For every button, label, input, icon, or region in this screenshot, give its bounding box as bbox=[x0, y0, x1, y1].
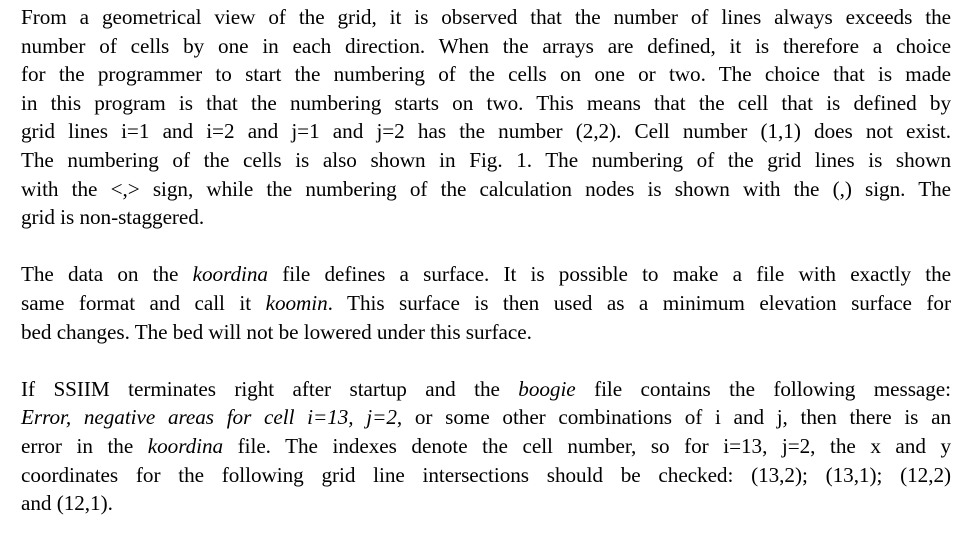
text-line bbox=[21, 375, 951, 404]
text-run: coordinates for the following grid line intersections should be checked: (13,2); (13,1); (12,2) bbox=[21, 462, 951, 487]
text-run: The data on the bbox=[21, 262, 193, 287]
text-line bbox=[21, 289, 951, 318]
text-line bbox=[21, 117, 951, 146]
italic-term: koordina bbox=[147, 433, 224, 458]
text-run: file defines a surface. It is possible to make a file with exactly the bbox=[267, 262, 951, 287]
document-page bbox=[21, 3, 951, 518]
paragraph-koomin-surface bbox=[21, 260, 951, 346]
text-run: bed changes. The bed will not be lowered under this surface. bbox=[21, 319, 532, 344]
text-run: , or some other combinations of i and j, then there is an bbox=[396, 405, 951, 430]
text-run: error in the bbox=[21, 433, 148, 458]
text-line bbox=[21, 60, 951, 89]
text-line bbox=[21, 489, 951, 518]
italic-term: koomin bbox=[265, 290, 328, 315]
text-line bbox=[21, 203, 951, 232]
text-run: for the programmer to start the numbering of the cells on one or two. The choice that is made bbox=[21, 62, 951, 87]
text-run: grid is non-staggered. bbox=[21, 205, 205, 230]
paragraph-negative-areas-error bbox=[21, 375, 951, 518]
text-run: From a geometrical view of the grid, it is observed that the number of lines always exceeds the bbox=[21, 5, 951, 29]
paragraph-gap bbox=[21, 232, 951, 261]
text-run: number of cells by one in each direction. When the arrays are defined, it is therefore a choice bbox=[21, 33, 951, 58]
text-run: in this program is that the numbering starts on two. This means that the cell that is defined by bbox=[21, 90, 951, 115]
text-line bbox=[21, 461, 951, 490]
text-run: If SSIIM terminates right after startup and the bbox=[21, 376, 519, 401]
text-run: file contains the following message: bbox=[575, 376, 951, 401]
text-line bbox=[21, 3, 951, 32]
text-run: . This surface is then used as a minimum elevation surface for bbox=[327, 290, 951, 315]
text-line bbox=[21, 260, 951, 289]
text-line bbox=[21, 432, 951, 461]
paragraph-gap bbox=[21, 346, 951, 375]
text-run: grid lines i=1 and i=2 and j=1 and j=2 has the number (2,2). Cell number (1,1) does not exist. bbox=[21, 119, 951, 144]
text-run: file. The indexes denote the cell number, so for i=13, j=2, the x and y bbox=[223, 433, 951, 458]
text-line bbox=[21, 32, 951, 61]
text-run: with the <,> sign, while the numbering of the calculation nodes is shown with the (,) sign. The bbox=[21, 176, 951, 201]
text-line bbox=[21, 89, 951, 118]
italic-term: Error, negative areas for cell i=13, j=2 bbox=[21, 405, 397, 430]
text-line bbox=[21, 146, 951, 175]
text-line bbox=[21, 403, 951, 432]
paragraph-grid-numbering bbox=[21, 3, 951, 232]
text-line bbox=[21, 175, 951, 204]
text-line bbox=[21, 318, 951, 347]
italic-term: koordina bbox=[192, 262, 268, 287]
text-run: and (12,1). bbox=[21, 491, 113, 516]
text-run: same format and call it bbox=[21, 290, 266, 315]
italic-term: boogie bbox=[518, 376, 576, 401]
text-run: The numbering of the cells is also shown in Fig. 1. The numbering of the grid lines is shown bbox=[21, 147, 951, 172]
